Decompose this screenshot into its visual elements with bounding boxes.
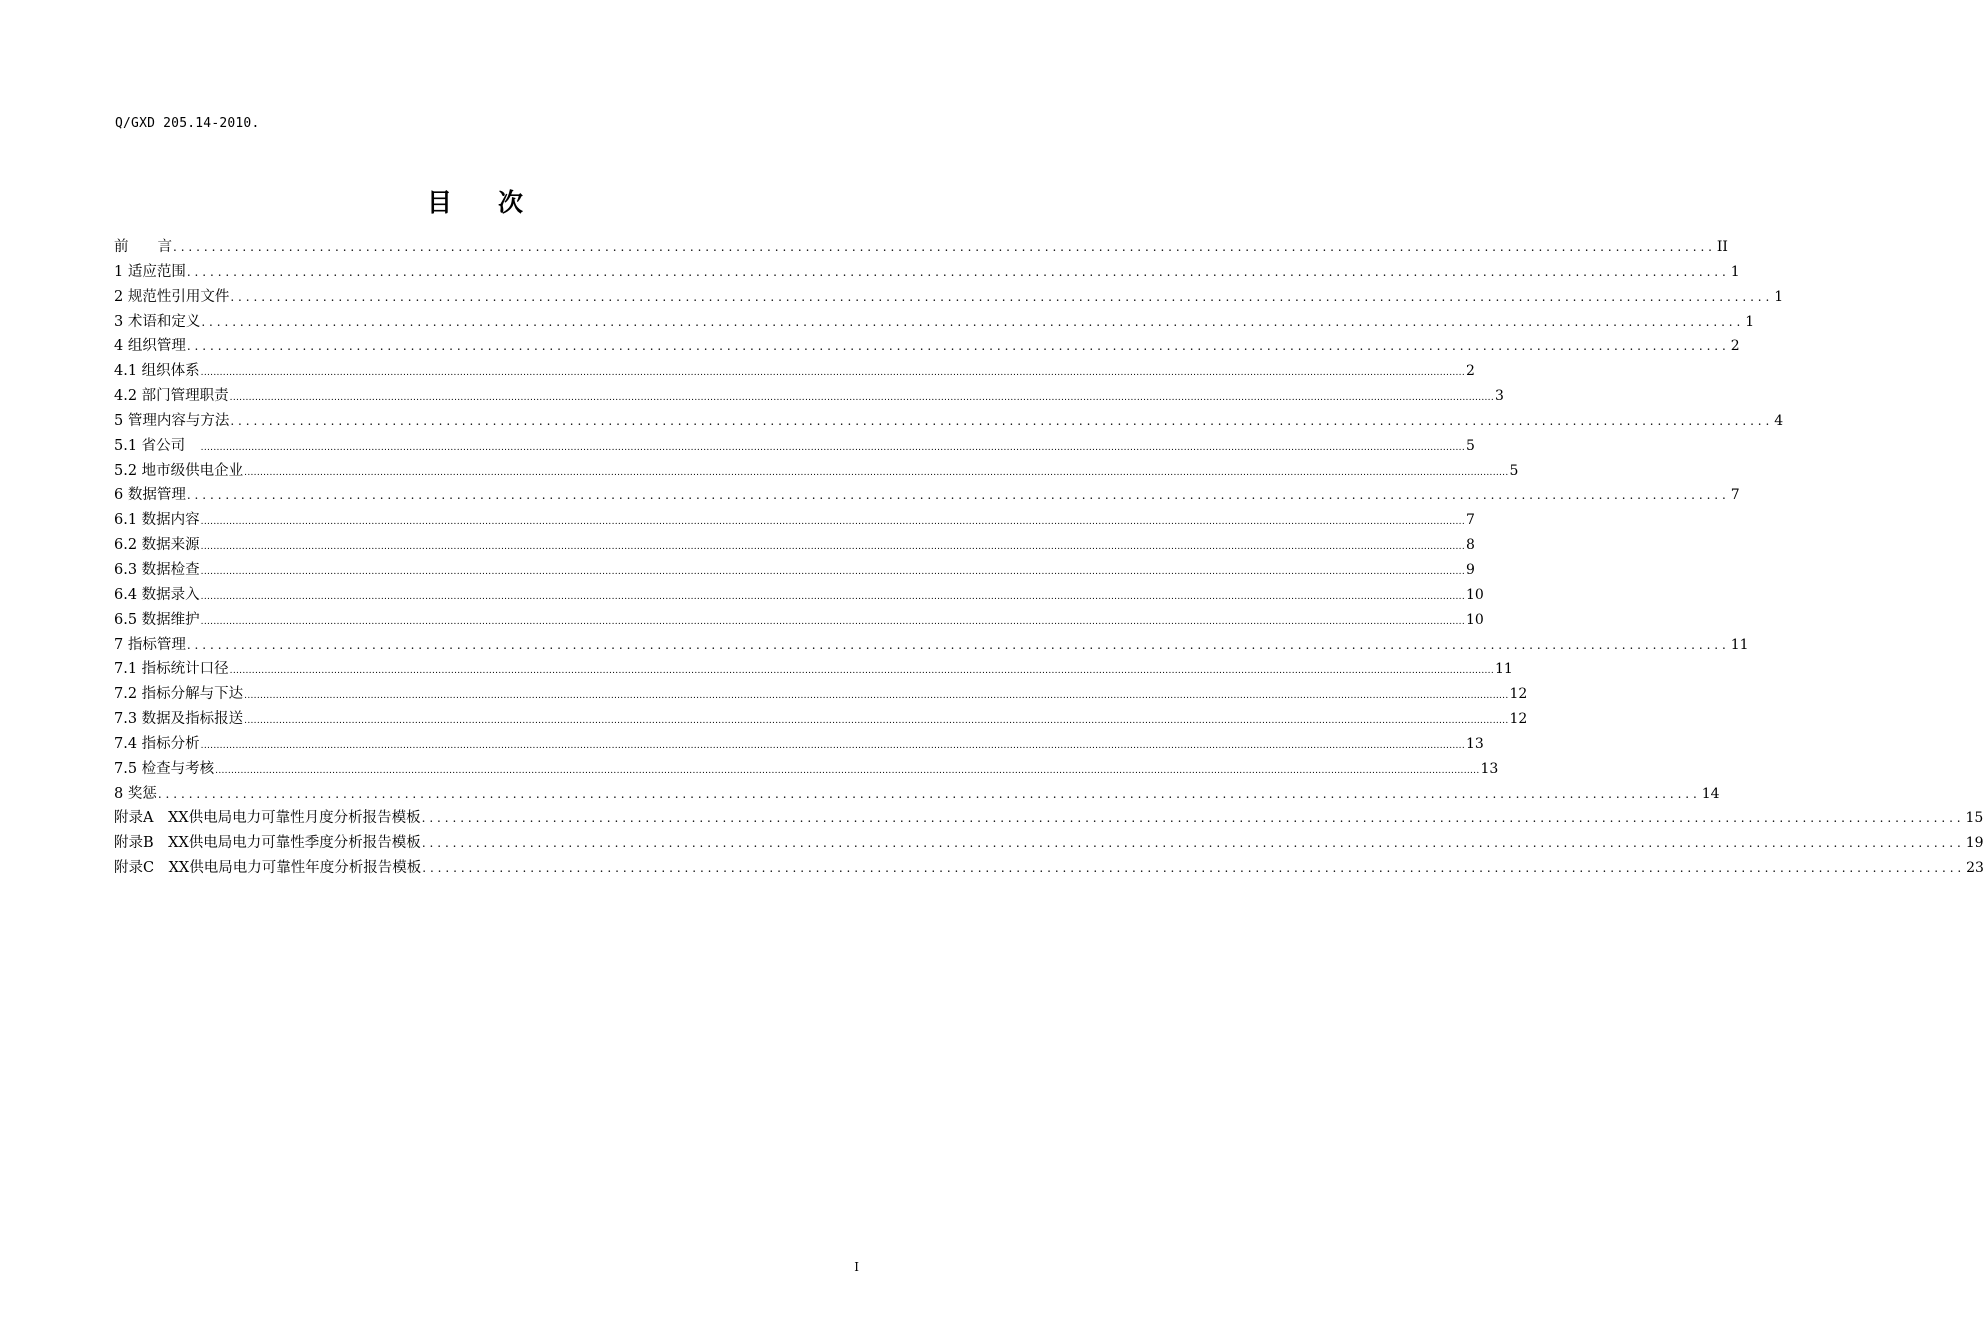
toc-leader-dots: ................................................................................................................................................................................................................................................................................................................................................................................................................: [244, 467, 1509, 478]
page-number: I: [854, 1260, 859, 1274]
toc-leader-dots: ................................................................................................................................................................................................................................................................................................................................................................................................................: [244, 691, 1509, 702]
toc-entry-label: 8 奖惩: [114, 785, 157, 802]
toc-entry-label: 4 组织管理: [114, 338, 186, 355]
toc-entry-label: 6.4 数据录入: [114, 586, 200, 603]
toc-entry-label: 6.3 数据检查: [114, 561, 200, 578]
toc-entry-page: 1: [1774, 288, 1784, 305]
toc-entry-label: 7.3 数据及指标报送: [114, 711, 244, 728]
toc-entry[interactable]: [114, 558, 1475, 583]
toc-leader-dots: ................................................................................................................................................................................................................................................................................................................................................................................................................: [200, 740, 1466, 751]
toc-entry-page: 7: [1730, 487, 1740, 504]
toc-leader-dots: ................................................................................................................................................................................................................................................................................................................................................................................................................: [200, 517, 1466, 528]
toc-entry-label: 附录A XX供电局电力可靠性月度分析报告模板: [114, 810, 421, 827]
toc-entry-page: 23: [1966, 860, 1984, 877]
toc-entry[interactable]: [114, 459, 1519, 484]
toc-entry-page: 13: [1480, 760, 1499, 777]
toc-leader-dots: ........................................................................................................................................................................................................: [230, 413, 1774, 428]
toc-entry-label: 前 言: [114, 239, 172, 255]
toc-entry[interactable]: [114, 533, 1475, 558]
toc-entry-page: 5: [1466, 437, 1475, 454]
toc-leader-dots: ........................................................................................................................................................................................................: [186, 488, 1730, 503]
toc-entry-page: 8: [1466, 537, 1475, 554]
toc-entry[interactable]: [114, 831, 1984, 856]
toc-entry-label: 1 适应范围: [114, 263, 186, 280]
toc-entry[interactable]: [114, 657, 1513, 682]
document-code: Q/GXD 205.14-2010.: [115, 116, 260, 131]
toc-entry-label: 6.2 数据来源: [114, 537, 200, 554]
toc-leader-dots: ........................................................................................................................................................................................................: [157, 786, 1701, 801]
toc-entry-label: 7.5 检查与考核: [114, 760, 215, 777]
toc-entry-page: 11: [1730, 636, 1749, 653]
toc-entry-label: 4.2 部门管理职责: [114, 388, 229, 405]
toc-entry-label: 4.1 组织体系: [114, 363, 200, 380]
toc-entry-label: 7.2 指标分解与下达: [114, 686, 244, 703]
toc-entry[interactable]: [114, 334, 1740, 359]
toc-entry-label: 2 规范性引用文件: [114, 288, 230, 305]
toc-entry-page: 14: [1701, 785, 1720, 802]
toc-leader-dots: ................................................................................................................................................................................................................................................................................................................................................................................................................: [200, 591, 1466, 602]
toc-leader-dots: ................................................................................................................................................................................................................................................................................................................................................................................................................: [215, 765, 1480, 776]
toc-entry-label: 6.1 数据内容: [114, 512, 200, 529]
toc-entry-label: 7 指标管理: [114, 636, 186, 653]
toc-entry-label: 附录C XX供电局电力可靠性年度分析报告模板: [114, 860, 422, 877]
toc-entry-page: 12: [1509, 711, 1528, 728]
toc-leader-dots: ........................................................................................................................................................................................................: [230, 289, 1774, 304]
toc-entry-page: 15: [1965, 810, 1984, 827]
toc-entry-page: 2: [1466, 363, 1475, 380]
toc-entry-page: 3: [1495, 388, 1504, 405]
toc-leader-dots: ................................................................................................................................................................................................................................................................................................................................................................................................................: [200, 542, 1466, 553]
toc-entry-page: 9: [1466, 561, 1475, 578]
toc-entry-page: II: [1716, 239, 1728, 255]
toc-entry[interactable]: [114, 285, 1784, 310]
toc-entry[interactable]: [114, 359, 1475, 384]
toc-entry[interactable]: [114, 310, 1755, 335]
toc-entry[interactable]: [114, 384, 1504, 409]
toc-leader-dots: ................................................................................................................................................................................................................................................................................................................................................................................................................: [200, 442, 1466, 453]
toc-entry-page: 11: [1495, 661, 1513, 678]
toc-entry-page: 2: [1730, 338, 1740, 355]
toc-entry-label: 7.4 指标分析: [114, 735, 200, 752]
table-of-contents: [114, 235, 1984, 881]
toc-entry-label: 7.1 指标统计口径: [114, 661, 229, 678]
toc-leader-dots: ................................................................................................................................................................................................................................................................................................................................................................................................................: [244, 716, 1509, 727]
toc-entry-page: 7: [1466, 512, 1475, 529]
toc-leader-dots: ........................................................................................................................................................................................................: [186, 339, 1730, 354]
toc-entry-page: 10: [1466, 586, 1484, 603]
toc-entry-page: 5: [1509, 462, 1519, 479]
toc-leader-dots: ................................................................................................................................................................................................................................................................................................................................................................................................................: [200, 616, 1466, 627]
toc-entry-page: 13: [1466, 735, 1484, 752]
toc-leader-dots: ........................................................................................................................................................................................................: [421, 836, 1965, 851]
toc-entry[interactable]: [114, 608, 1484, 633]
toc-entry-label: 6.5 数据维护: [114, 611, 200, 628]
toc-leader-dots: ........................................................................................................................................................................................................: [201, 314, 1745, 329]
toc-entry-label: 5.2 地市级供电企业: [114, 462, 244, 479]
toc-entry-page: 1: [1745, 313, 1755, 330]
toc-entry[interactable]: [114, 434, 1475, 459]
toc-entry[interactable]: [114, 483, 1740, 508]
toc-leader-dots: ........................................................................................................................................................................................................: [421, 811, 1965, 826]
toc-leader-dots: ................................................................................................................................................................................................................................................................................................................................................................................................................: [229, 393, 1495, 404]
toc-entry-page: 12: [1509, 686, 1528, 703]
toc-entry-label: 6 数据管理: [114, 487, 186, 504]
toc-entry[interactable]: [114, 260, 1740, 285]
toc-entry[interactable]: [114, 633, 1749, 658]
toc-entry-page: 1: [1730, 263, 1740, 280]
toc-leader-dots: ........................................................................................................................................................................................................: [422, 861, 1966, 876]
toc-entry[interactable]: [114, 235, 1728, 260]
toc-leader-dots: ........................................................................................................................................................................................................: [186, 264, 1730, 279]
toc-entry[interactable]: [114, 707, 1528, 732]
toc-leader-dots: ................................................................................................................................................................................................................................................................................................................................................................................................................: [200, 368, 1466, 379]
toc-entry[interactable]: [114, 682, 1528, 707]
toc-title-left: 目: [426, 188, 452, 217]
toc-entry[interactable]: [114, 757, 1499, 782]
toc-title: [0, 183, 950, 219]
toc-leader-dots: ........................................................................................................................................................................................................: [173, 240, 1716, 254]
toc-entry[interactable]: [114, 508, 1475, 533]
toc-entry-page: 10: [1466, 611, 1484, 628]
toc-leader-dots: ................................................................................................................................................................................................................................................................................................................................................................................................................: [229, 666, 1495, 677]
toc-entry[interactable]: [114, 409, 1784, 434]
toc-entry-label: 3 术语和定义: [114, 313, 201, 330]
toc-entry-page: 4: [1774, 412, 1784, 429]
toc-entry[interactable]: [114, 732, 1484, 757]
toc-entry[interactable]: [114, 806, 1984, 831]
toc-title-right: 次: [498, 188, 524, 217]
toc-entry[interactable]: [114, 856, 1984, 881]
toc-entry[interactable]: [114, 583, 1484, 608]
toc-entry-label: 5.1 省公司: [114, 437, 200, 454]
toc-leader-dots: ........................................................................................................................................................................................................: [186, 637, 1730, 652]
toc-leader-dots: ................................................................................................................................................................................................................................................................................................................................................................................................................: [200, 566, 1466, 577]
toc-entry[interactable]: [114, 782, 1720, 807]
toc-entry-page: 19: [1965, 835, 1984, 852]
toc-entry-label: 附录B XX供电局电力可靠性季度分析报告模板: [114, 835, 421, 852]
toc-entry-label: 5 管理内容与方法: [114, 412, 230, 429]
